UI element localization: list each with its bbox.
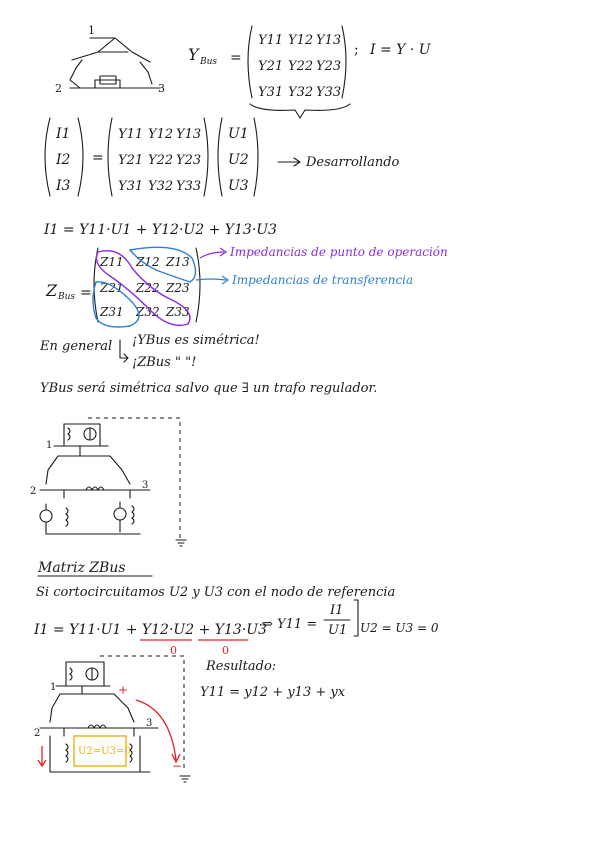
node-label-3: 3 [146,718,153,729]
y11-ratio-num: I1 [330,603,344,618]
z-matrix-entry: Z21 [100,281,124,295]
shortcircuit-label: U2=U3=0 [78,746,131,757]
ybus-symbol: Y [188,45,199,64]
resultado-equation: Y11 = y12 + y13 + yx [200,685,346,700]
source-icon-right [114,508,126,520]
network-diagram-top [55,24,165,95]
z-matrix-entry: Z12 [136,255,160,269]
matrix-entry: Y32 [288,85,314,100]
matrix-entry: Y21 [118,153,144,168]
network-diagram-bottom [34,656,190,782]
en-general-text: En general [40,339,113,354]
node-label-1: 1 [46,440,53,451]
matrix-entry: Y33 [316,85,342,100]
matrix-entry: Y13 [316,33,342,48]
current-2: I2 [56,152,71,168]
zbus-subscript: Bus [58,292,76,302]
node-label-1: 1 [88,24,95,37]
matrix-entry: Y31 [118,179,144,194]
matrix-entry: Y31 [258,85,284,100]
symmetry-sentence: YBus será simétrica salvo que ∃ un trafo regulador. [40,381,378,396]
matrix-entry: Y32 [148,179,174,194]
matrix-entry: Y11 [118,127,144,142]
matrix-system [45,118,400,196]
resultado-label: Resultado: [206,659,277,674]
equals-sign: = [80,285,92,301]
y11-ratio-lhs: ⇒ Y11 = [262,617,318,632]
relation-i-y-u: I = Y · U [370,42,431,58]
equation-i1: I1 = Y11·U1 + Y12·U2 + Y13·U3 [44,222,277,238]
equation-i1-bottom: I1 = Y11·U1 + Y12·U2 + Y13·U3 [34,622,267,638]
zbus-symmetric: ¡ZBus " "! [132,355,197,370]
ybus-symmetric: ¡YBus es simétrica! [132,333,260,348]
matrix-entry: Y22 [288,59,314,74]
z-matrix-entry: Z13 [166,255,190,269]
matriz-zbus-section [33,560,439,700]
desarrollando-text: Desarrollando [306,155,400,170]
zbus-symbol: Z [46,281,58,300]
zero-marker-1: 0 [170,644,177,657]
impedancias-punto-label: Impedancias de punto de operación [230,245,448,259]
node-label-2: 2 [34,728,41,739]
matrix-entry: Y23 [176,153,202,168]
matrix-entry: Y13 [176,127,202,142]
y11-condition: U2 = U3 = 0 [360,621,439,635]
zero-marker-2: 0 [222,644,229,657]
z-matrix-entry: Z11 [100,255,124,269]
matrix-entry: Y12 [148,127,174,142]
node-label-3: 3 [158,82,165,95]
node-label-2: 2 [55,82,62,95]
z-matrix-entry: Z22 [136,281,160,295]
equals-sign: = [230,50,242,66]
matrix-entry: Y23 [316,59,342,74]
ybus-subscript: Bus [200,57,218,67]
matrix-entry: Y22 [148,153,174,168]
z-matrix-entry: Z32 [136,305,160,319]
source-icon-left [40,510,52,522]
matrix-entry: Y21 [258,59,284,74]
matrix-entry: Y11 [258,33,284,48]
section-title: Matriz ZBus [38,560,126,576]
voltage-1: U1 [228,126,249,142]
y11-ratio-den: U1 [328,623,348,638]
z-matrix-entry: Z33 [166,305,190,319]
plus-marker: + [118,683,129,697]
voltage-2: U2 [228,152,249,168]
matrix-entry: Y33 [176,179,202,194]
node-label-1: 1 [50,682,57,693]
impedancias-transferencia-label: Impedancias de transferencia [232,273,414,287]
z-matrix-entry: Z23 [166,281,190,295]
semicolon: ; [354,42,359,58]
voltage-3: U3 [228,178,249,194]
general-section [39,333,377,396]
shortcircuit-sentence: Si cortocircuitamos U2 y U3 con el nodo de referencia [36,585,396,600]
zbus-matrix [45,245,448,327]
node-label-2: 2 [30,486,37,497]
z-matrix-entry: Z31 [100,305,124,319]
matrix-entry: Y12 [288,33,314,48]
minus-marker: − [172,759,183,773]
ybus-definition [188,26,432,118]
current-3: I3 [56,178,71,194]
node-label-3: 3 [142,480,149,491]
network-diagram-middle [30,418,186,546]
current-1: I1 [56,126,71,142]
equals-sign: = [92,150,104,166]
